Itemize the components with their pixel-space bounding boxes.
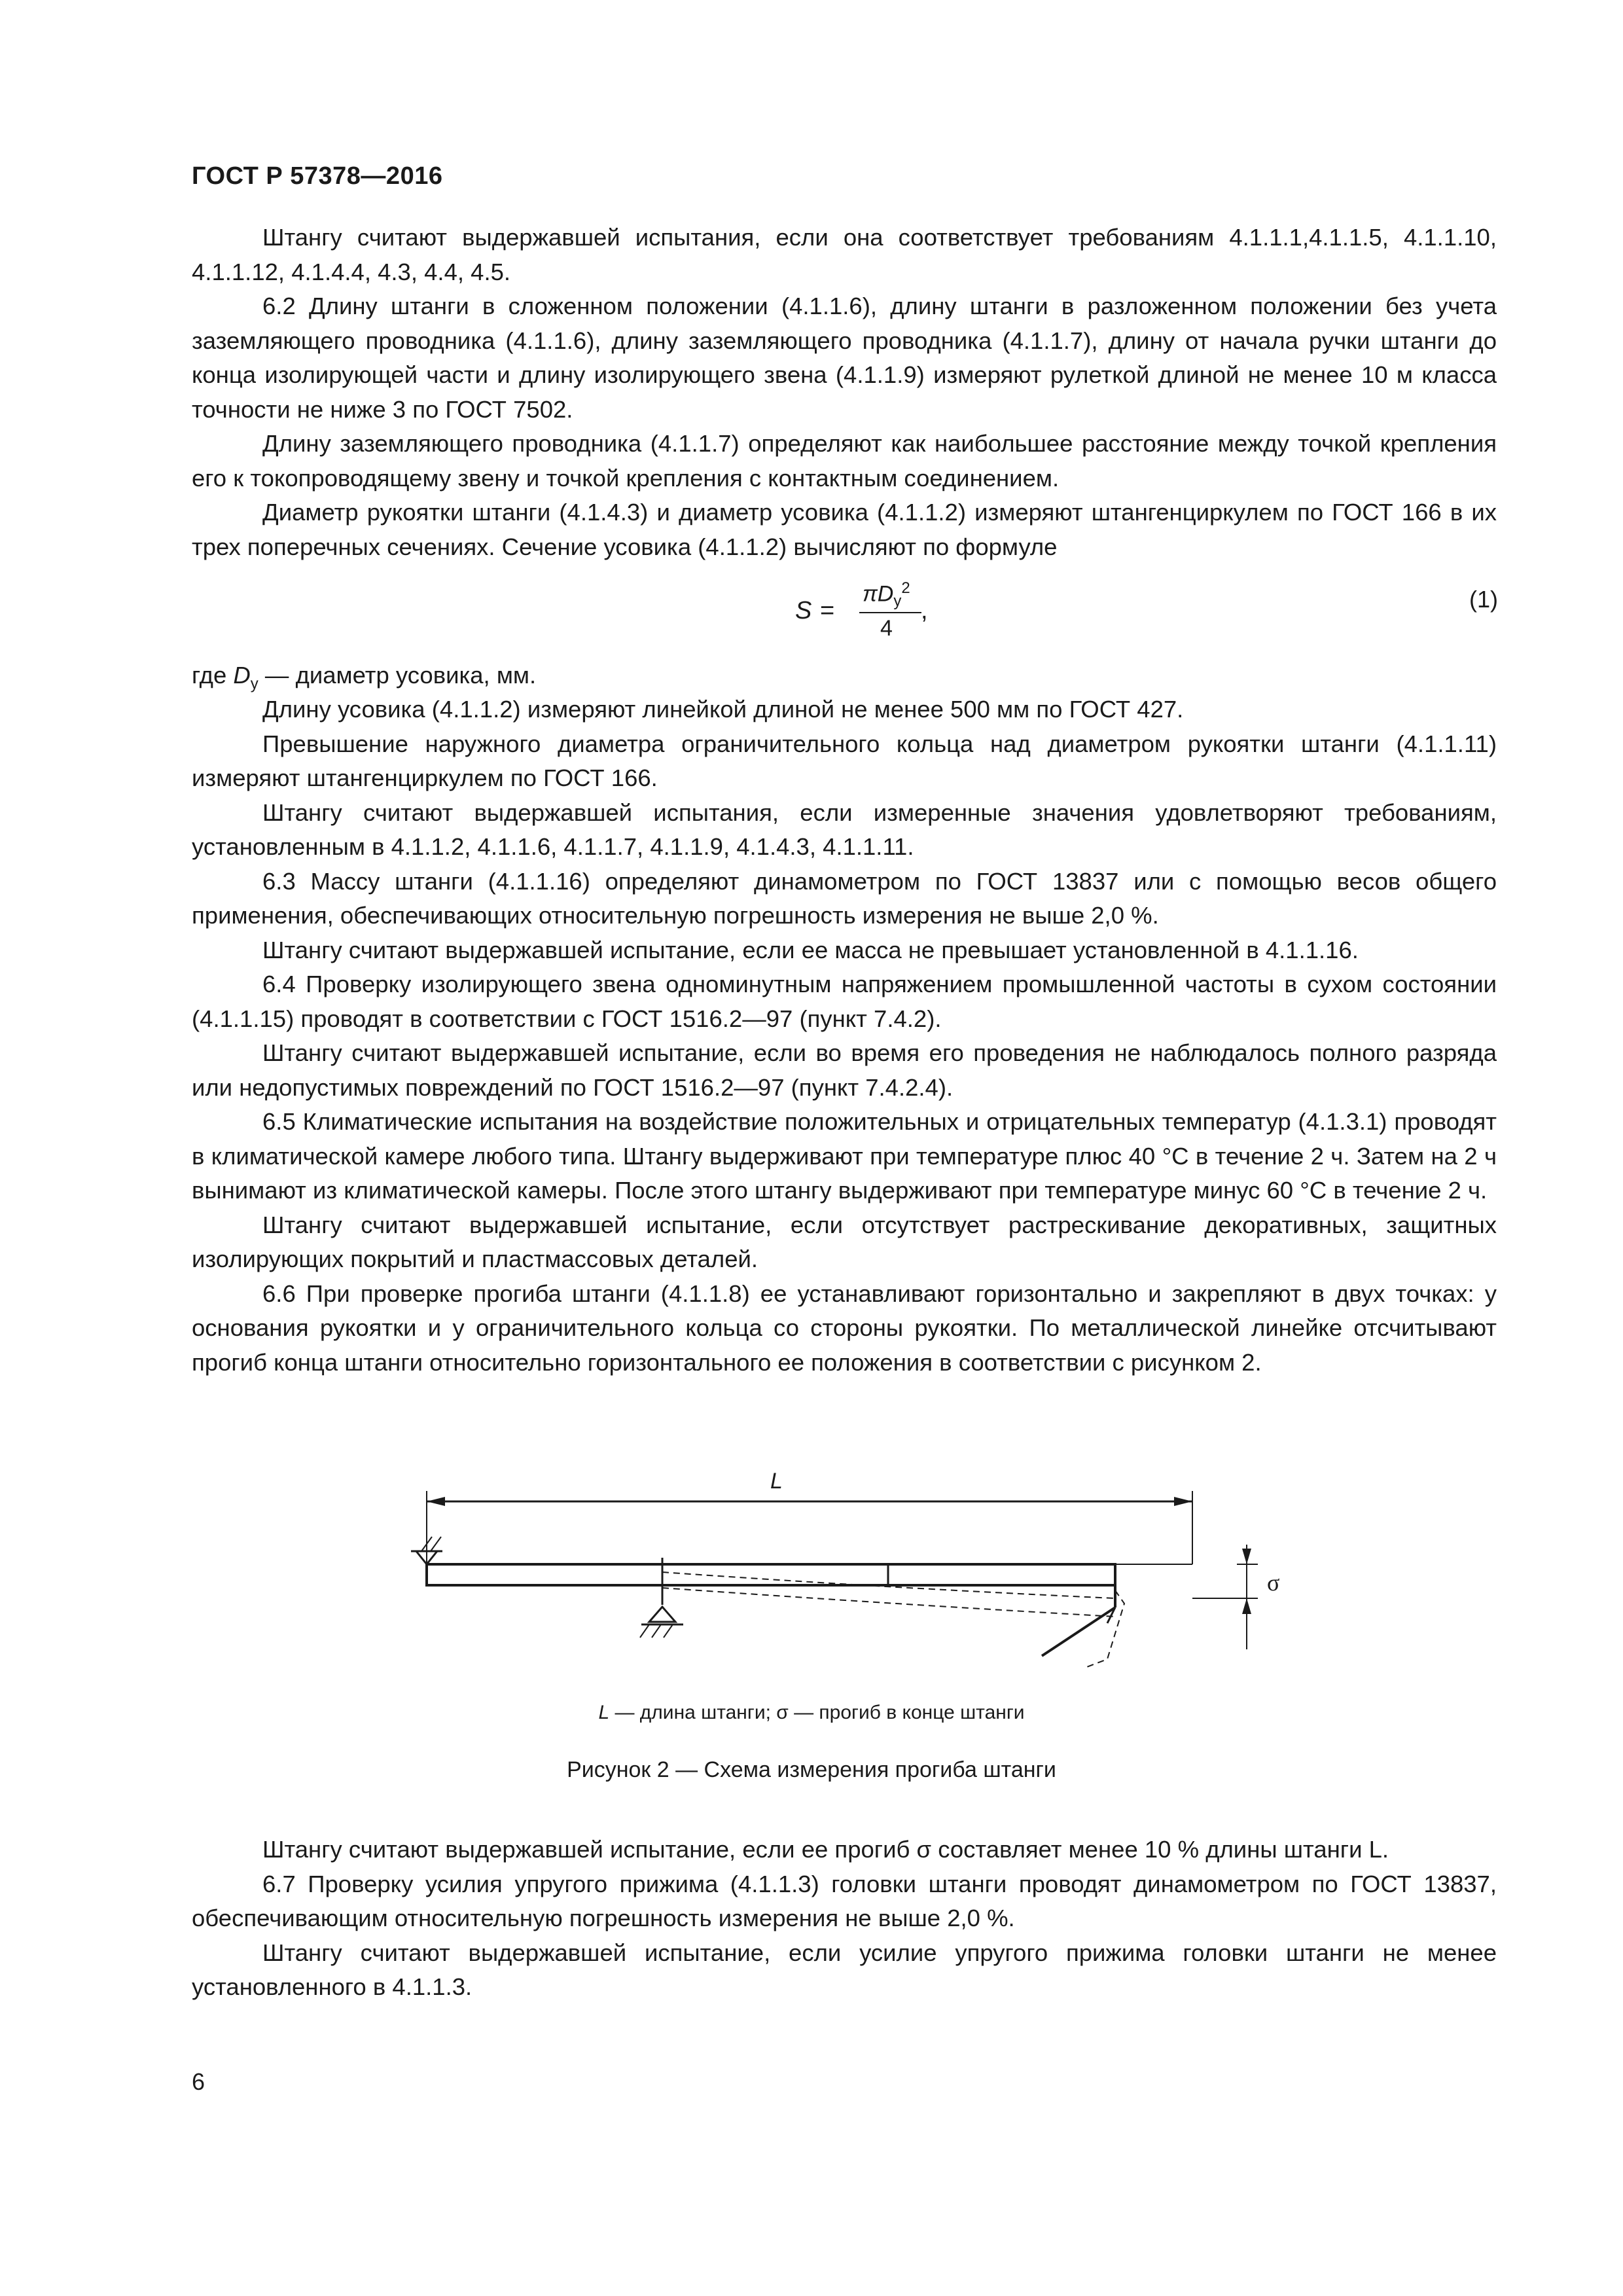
paragraph: Длину заземляющего проводника (4.1.1.7) определяют как наибольшее расстояние между точкой крепления его к токопроводящему звену и точкой крепления с контактным соединением.	[192, 430, 1497, 492]
deflected-rod-bottom	[662, 1588, 1115, 1617]
label-sigma: σ	[1267, 1570, 1280, 1596]
legend-sigma: σ	[776, 1702, 789, 1723]
deflection-scheme	[393, 1460, 1309, 1676]
paragraph: Превышение наружного диаметра ограничительного кольца над диаметром рукоятки штанги (4.1.1.11) измеряют штангенциркулем по ГОСТ 166.	[192, 730, 1497, 791]
where-var: D	[233, 662, 251, 689]
deflected-head	[1085, 1590, 1124, 1668]
paragraph: Штангу считают выдержавшей испытания, если измеренные значения удовлетворяют требованиям, установленным в 4.1.1.2, 4.1.1.6, 4.1.1.7, 4.1.1.9, 4.1.4.3, 4.1.1.11.	[192, 798, 1497, 860]
paragraph: Штангу считают выдержавшей испытание, если ее прогиб σ составляет менее 10 % длины штанги L.	[262, 1836, 1389, 1863]
paragraph: Штангу считают выдержавшей испытание, если во время его проведения не наблюдалось полного разряда или недопустимых повреждений по ГОСТ 1516.2—97 (пункт 7.4.2.4).	[192, 1039, 1497, 1101]
paragraph: 6.4 Проверку изолирующего звена одноминутным напряжением промышленной частоты в сухом состоянии (4.1.1.15) проводят в соответствии с ГОСТ 1516.2—97 (пункт 7.4.2).	[192, 971, 1497, 1032]
support-left-leg	[416, 1551, 427, 1564]
paragraph: 6.7 Проверку усилия упругого прижима (4.1.1.3) головки штанги проводят динамометром по ГОСТ 13837, обеспечивающим относительную погрешность измерения не выше 2,0 %.	[192, 1870, 1497, 1931]
where-text: — диаметр усовика, мм.	[258, 662, 537, 689]
formula-lhs: S	[795, 597, 812, 624]
formula-sub: у	[893, 592, 902, 611]
formula-section-area	[782, 579, 952, 658]
paragraph: Штангу считают выдержавшей испытание, если усилие упругого прижима головки штанги не менее установленного в 4.1.1.3.	[192, 1939, 1497, 2000]
paragraph: Штангу считают выдержавшей испытание, если отсутствует растрескивание декоративных, защитных изолирующих покрытий и пластмассовых деталей.	[192, 1211, 1497, 1272]
paragraph: 6.5 Климатические испытания на воздействие положительных и отрицательных температур (4.1.3.1) проводят в климатической камере любого типа. Штангу выдерживают при температуре плюс 40 °С в течение 2 ч. Затем на 2 ч вынимают из климатической камеры. После этого штангу выдерживают при температуре минус 60 °С в течение 2 ч.	[192, 1108, 1497, 1204]
where-sub: у	[250, 675, 259, 693]
text-block-bottom	[192, 1833, 1497, 2005]
figure-2-diagram	[393, 1460, 1309, 1676]
where-prefix: где	[192, 662, 234, 689]
arrow-right	[1174, 1497, 1192, 1506]
sigma-arrow-bottom	[1242, 1598, 1251, 1614]
figure-caption: Рисунок 2 — Схема измерения прогиба штанги	[567, 1757, 1056, 1782]
paragraph: 6.2 Длину штанги в сложенном положении (4.1.1.6), длину штанги в разложенном положении без учета заземляющего проводника (4.1.1.6), длину заземляющего проводника (4.1.1.7), длину от начала ручки штанги до конца изолирующей части и длину изолирующего звена (4.1.1.9) измеряют рулеткой длиной не менее 10 м класса точности не ниже 3 по ГОСТ 7502.	[192, 293, 1497, 423]
paragraph: 6.6 При проверке прогиба штанги (4.1.1.8) ее устанавливают горизонтально и закрепляют в двух точках: у основания рукоятки и у ограничительного кольца со стороны рукоятки. По металлической линейке отсчитывают прогиб конца штанги относительно горизонтального ее положения в соответствии с рисунком 2.	[192, 1280, 1497, 1376]
legend-text-1: — длина штанги;	[609, 1702, 777, 1723]
equation-number: (1)	[1469, 586, 1498, 613]
figure-legend	[0, 1702, 1623, 1724]
support-middle-triangle	[649, 1607, 675, 1622]
text-block-top	[192, 221, 1497, 564]
paragraph: Штангу считают выдержавшей испытание, если ее масса не превышает установленной в 4.1.1.16.	[262, 936, 1359, 963]
arrow-left	[427, 1497, 445, 1506]
legend-L: L	[598, 1702, 610, 1723]
document-header: ГОСТ Р 57378—2016	[192, 162, 443, 190]
label-L: L	[770, 1469, 783, 1494]
page-number: 6	[192, 2068, 205, 2095]
legend-text-2: — прогиб в конце штанги	[788, 1702, 1025, 1723]
fraction-bar	[859, 612, 921, 613]
paragraph: Длину усовика (4.1.1.2) измеряют линейкой длиной не менее 500 мм по ГОСТ 427.	[262, 696, 1184, 723]
formula-numerator	[863, 579, 910, 611]
rod	[427, 1564, 1115, 1585]
formula-comma: ,	[921, 597, 928, 624]
paragraph: Диаметр рукоятки штанги (4.1.4.3) и диаметр усовика (4.1.1.2) измеряют штангенциркулем по ГОСТ 166 в их трех поперечных сечениях. Сечение усовика (4.1.1.2) вычисляют по формуле	[192, 499, 1497, 560]
text-block-middle	[192, 692, 1497, 1380]
formula-equals: =	[820, 597, 835, 624]
formula-sup: 2	[901, 579, 910, 597]
paragraph: Штангу считают выдержавшей испытания, если она соответствует требованиям 4.1.1.1,4.1.1.5, 4.1.1.10, 4.1.1.12, 4.1.4.4, 4.3, 4.4, 4.5.	[192, 224, 1497, 285]
formula-var: D	[877, 581, 894, 607]
formula-denominator: 4	[880, 616, 893, 641]
paragraph: 6.3 Массу штанги (4.1.1.16) определяют динамометром по ГОСТ 13837 или с помощью весов общего применения, обеспечивающих относительную погрешность измерения не выше 2,0 %.	[192, 867, 1497, 929]
formula-pi: π	[863, 581, 878, 607]
sigma-arrow-top	[1242, 1549, 1251, 1564]
